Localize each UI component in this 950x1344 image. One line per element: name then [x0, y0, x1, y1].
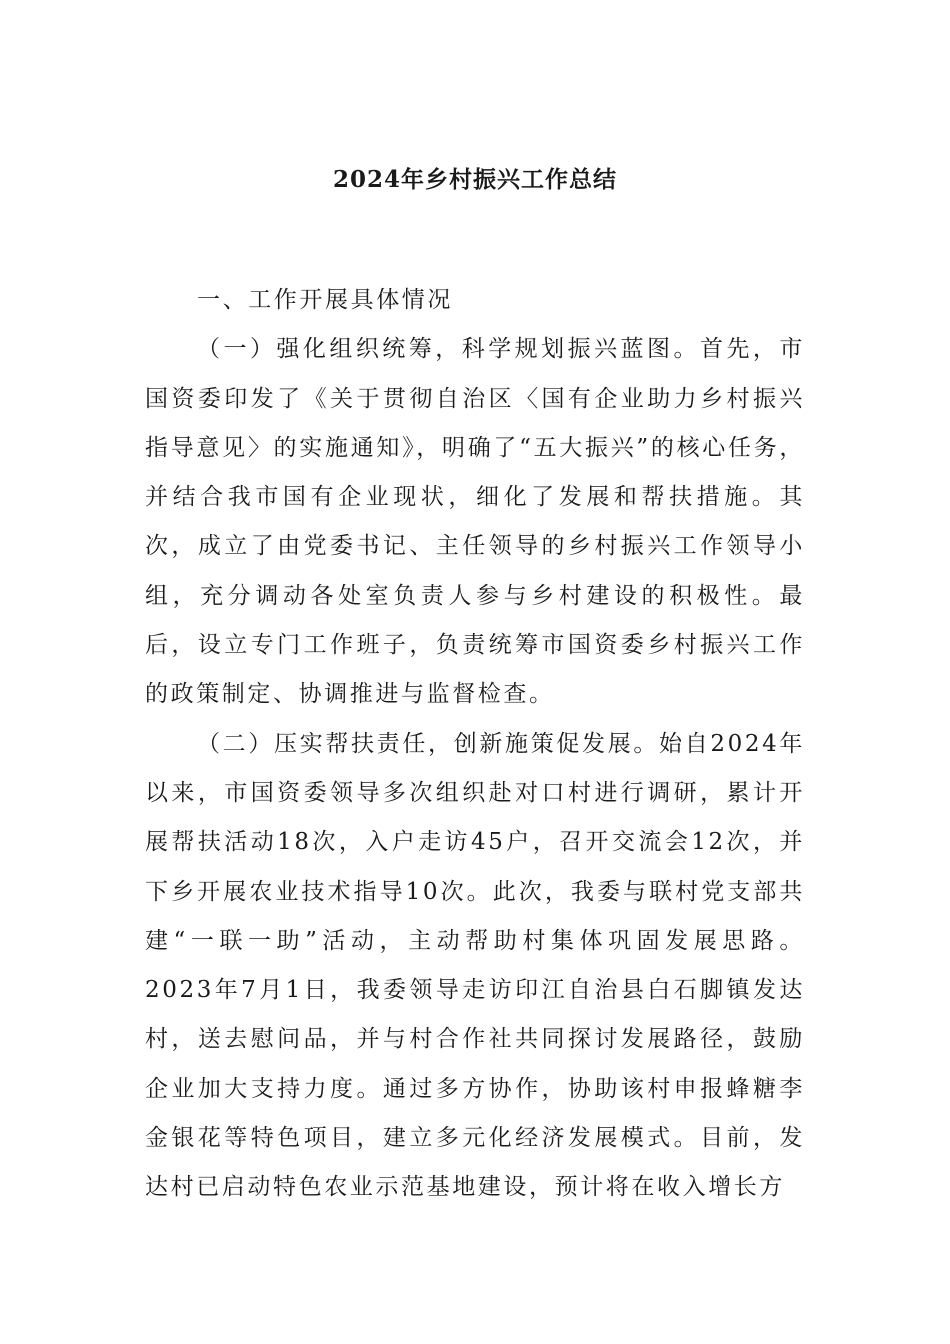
document-title: 2024年乡村振兴工作总结	[332, 166, 617, 193]
paragraph-1: （一）强化组织统筹，科学规划振兴蓝图。首先，市国资委印发了《关于贯彻自治区〈国有企业助力乡村振兴指导意见〉的实施通知》，明确了“五大振兴”的核心任务，并结合我市国有企业现状，细化了发展和帮扶措施。其次，成立了由党委书记、主任领导的乡村振兴工作领导小组，充分调动各处室负责人参与乡村建设的积极性。最后，设立专门工作班子，负责统筹市国资委乡村振兴工作的政策制定、协调推进与监督检查。	[145, 336, 805, 708]
paragraph-2: （二）压实帮扶责任，创新施策促发展。始自2024年以来，市国资委领导多次组织赴对口村进行调研，累计开展帮扶活动18次，入户走访45户，召开交流会12次，并下乡开展农业技术指导10次。此次，我委与联村党支部共建“一联一助”活动，主动帮助村集体巩固发展思路。2023年7月1日，我委领导走访印江自治县白石脚镇发达村，送去慰问品，并与村合作社共同探讨发展路径，鼓励企业加大支持力度。通过多方协作，协助该村申报蜂糖李金银花等特色项目，建立多元化经济发展模式。目前，发达村已启动特色农业示范基地建设，预计将在收入增长方	[145, 730, 805, 1201]
section-heading: 一、工作开展具体情况	[197, 287, 453, 313]
document-body	[145, 276, 805, 1213]
